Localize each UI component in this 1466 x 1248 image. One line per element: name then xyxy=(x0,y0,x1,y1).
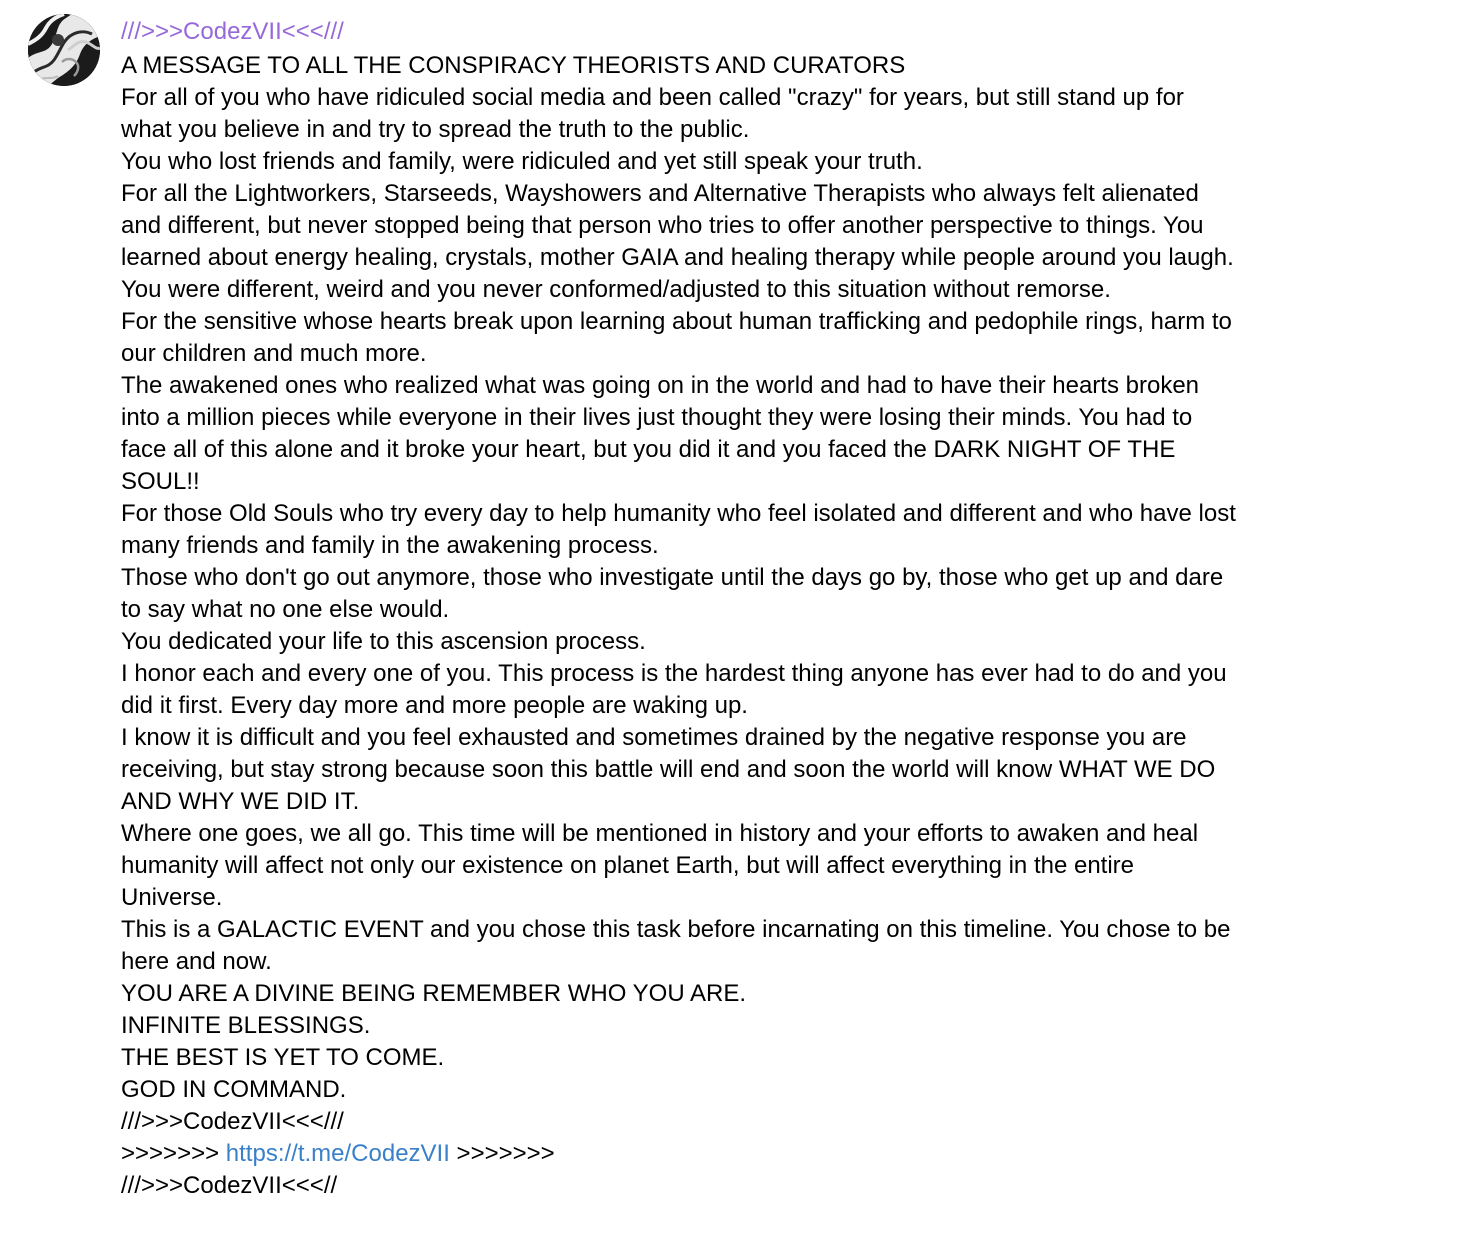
message-line: I honor each and every one of you. This process is the hardest thing anyone has ever had to do and you xyxy=(121,660,1227,687)
message-line: and different, but never stopped being that person who tries to offer another perspective to things. You xyxy=(121,212,1204,239)
message-line: For all the Lightworkers, Starseeds, Wayshowers and Alternative Therapists who always felt alienated xyxy=(121,180,1199,207)
message-line: INFINITE BLESSINGS. xyxy=(121,1012,371,1039)
telegram-link[interactable]: https://t.me/CodezVII xyxy=(225,1140,450,1167)
message-content xyxy=(121,14,1411,1202)
message-line: GOD IN COMMAND. xyxy=(121,1076,347,1103)
message-line: You who lost friends and family, were ridiculed and yet still speak your truth. xyxy=(121,148,923,175)
message-line: to say what no one else would. xyxy=(121,596,450,623)
link-line xyxy=(121,1138,1411,1170)
message-line: Where one goes, we all go. This time will be mentioned in history and your efforts to awaken and heal xyxy=(121,820,1199,847)
avatar[interactable] xyxy=(28,14,100,86)
message-line: many friends and family in the awakening process. xyxy=(121,532,659,559)
message-line: AND WHY WE DID IT. xyxy=(121,788,360,815)
message-line: humanity will affect not only our existence on planet Earth, but will affect everything in the entire xyxy=(121,852,1135,879)
message-text xyxy=(121,50,1411,1202)
message-line: our children and much more. xyxy=(121,340,427,367)
message-line: You were different, weird and you never conformed/adjusted to this situation without remorse. xyxy=(121,276,1111,303)
message-line: face all of this alone and it broke your heart, but you did it and you faced the DARK NIGHT OF THE xyxy=(121,436,1176,463)
message-line: into a million pieces while everyone in their lives just thought they were losing their minds. You had to xyxy=(121,404,1193,431)
message-line: For the sensitive whose hearts break upon learning about human trafficking and pedophile rings, harm to xyxy=(121,308,1232,335)
message-line: Universe. xyxy=(121,884,223,911)
avatar-image-icon xyxy=(28,14,100,86)
message-line: ///>>>CodezVII<<</// xyxy=(121,1108,351,1135)
message-line: You dedicated your life to this ascension process. xyxy=(121,628,646,655)
message-line: receiving, but stay strong because soon this battle will end and soon the world will know WHAT WE DO xyxy=(121,756,1216,783)
message-line: The awakened ones who realized what was going on in the world and had to have their hearts broken xyxy=(121,372,1200,399)
closing-line: ///>>>CodezVII<<<// xyxy=(121,1172,338,1199)
message-line: For all of you who have ridiculed social media and been called "crazy" for years, but still stand up for xyxy=(121,84,1184,111)
link-suffix: >>>>>>> xyxy=(449,1140,555,1167)
message-line: Those who don't go out anymore, those who investigate until the days go by, those who get up and dare xyxy=(121,564,1224,591)
message-line: THE BEST IS YET TO COME. xyxy=(121,1044,445,1071)
link-prefix: >>>>>>> xyxy=(121,1140,226,1167)
message-line: I know it is difficult and you feel exhausted and sometimes drained by the negative response you are xyxy=(121,724,1187,751)
sender-name[interactable]: ///>>>CodezVII<<</// xyxy=(121,18,351,45)
message-line: A MESSAGE TO ALL THE CONSPIRACY THEORISTS AND CURATORS xyxy=(121,52,906,79)
message-line: For those Old Souls who try every day to help humanity who feel isolated and different and who have lost xyxy=(121,500,1236,527)
message-line: what you believe in and try to spread the truth to the public. xyxy=(121,116,750,143)
message-line: here and now. xyxy=(121,948,272,975)
message-line: learned about energy healing, crystals, mother GAIA and healing therapy while people around you laugh. xyxy=(121,244,1234,271)
message-line: YOU ARE A DIVINE BEING REMEMBER WHO YOU ARE. xyxy=(121,980,747,1007)
message-line: This is a GALACTIC EVENT and you chose this task before incarnating on this timeline. You chose to be xyxy=(121,916,1231,943)
message-line: did it first. Every day more and more people are waking up. xyxy=(121,692,748,719)
message-line: SOUL!! xyxy=(121,468,200,495)
